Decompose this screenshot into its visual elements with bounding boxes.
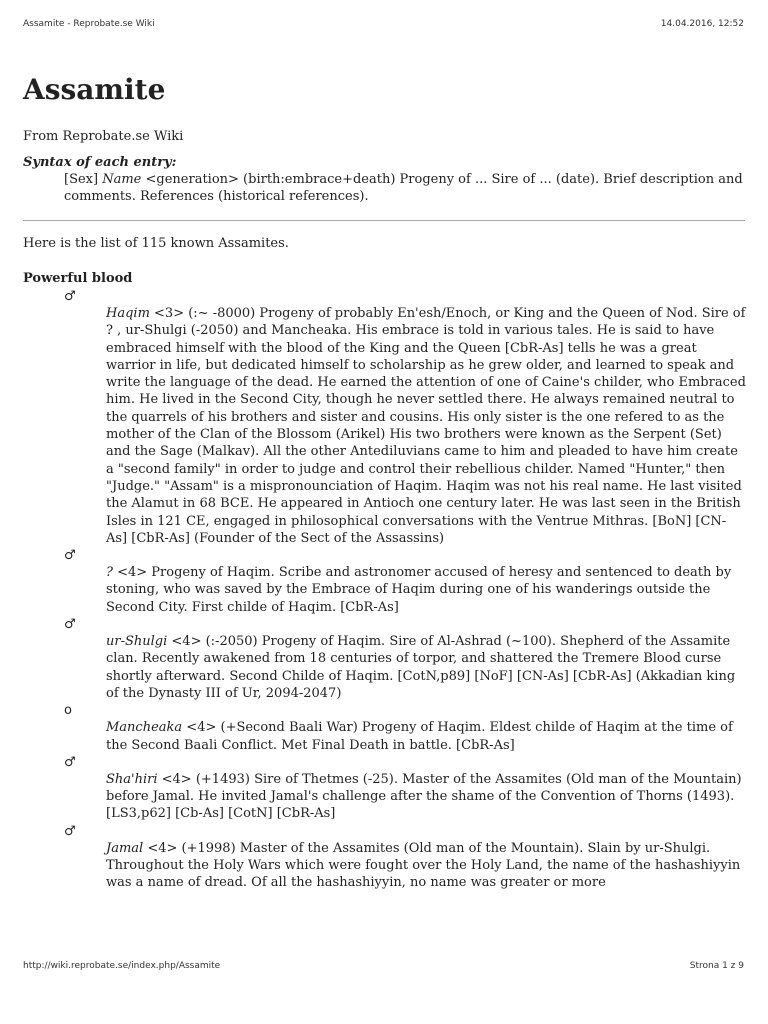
divider	[23, 220, 745, 221]
entry-description: <4> (+1998) Master of the Assamites (Old man of the Mountain). Slain by ur-Shulgi. Throughout the Holy Wars which were fought over the Holy Land, the name of the hashashiyyin was a name of dread. Of all the hashashiyyin, no name was greater or more	[106, 840, 741, 891]
male-icon: ♂	[64, 548, 76, 564]
entry-list	[23, 288, 745, 892]
entry-name-link[interactable]: Jamal	[106, 840, 144, 856]
entry-name-link[interactable]: ?	[106, 565, 113, 581]
list-item	[23, 754, 745, 823]
male-icon: ♂	[64, 289, 76, 304]
entry-text	[106, 771, 746, 823]
page-title: Assamite	[23, 73, 166, 106]
list-item	[23, 823, 745, 892]
entry-name-link[interactable]: Sha'hiri	[106, 771, 158, 787]
syntax-block	[23, 154, 745, 205]
print-page-number: Strona 1 z 9	[689, 961, 744, 971]
list-item	[23, 702, 745, 754]
male-icon: ♂	[64, 754, 76, 770]
entry-description: <3> (:~ -8000) Progeny of probably En'esh/Enoch, or King and the Queen of Nod. Sire of ? , ur-Shulgi (-2050) and Mancheaka. His embrace is told in various tales. He is said to have embraced himself with the blood of the King and the Queen [CbR-As] tells he was a great warrior in life, but dedicated himself to scholarship as he grew older, and learned to speak and write the language of the dead. He earned the attention of one of Caine's childer, who Embraced him. He lived in the Second City, though he never settled there. He always remained neutral to the quarrels of his brothers and sister and cousins. His only sister is the one refered to as the mother of the Clan of the Blossom (Arikel) His two brothers were known as the Serpent (Set) and the Sage (Malkav). All the other Antediluvians came to him and pleaded to have him create a "second family" in order to judge and control their rebellious childer. Named "Hunter," then "Judge." "Assam" is a mispronounciation of Haqim. Haqim was not his real name. He last visited the Alamut in 68 BCE. He appeared in Antioch one century later. He was last seen in the British Isles in 121 CE, engaged in philosophical conversations with the Ventrue Mithras. [BoN] [CN-As] [CbR-As] (Founder of the Sect of the Assassins)	[106, 306, 746, 546]
article-content	[23, 68, 745, 892]
syntax-description	[64, 171, 745, 205]
list-intro: Here is the list of 115 known Assamites.	[23, 236, 289, 251]
list-item	[23, 288, 745, 547]
entry-description: <4> Progeny of Haqim. Scribe and astronomer accused of heresy and sentenced to death by stoning, who was saved by the Embrace of Haqim during one of his wanderings outside the Second City. First childe of Haqim. [CbR-As]	[106, 565, 732, 615]
list-item	[23, 547, 745, 616]
entry-text	[106, 840, 746, 892]
syntax-name: Name	[102, 172, 142, 187]
entry-name-link[interactable]: ur-Shulgi	[106, 634, 168, 650]
syntax-prefix: [Sex]	[64, 172, 103, 187]
list-item	[23, 616, 745, 702]
entry-name-link[interactable]: Haqim	[106, 306, 150, 321]
syntax-rest: <generation> (birth:embrace+death) Progeny of ... Sire of ... (date). Brief description and comments. References (historical references).	[64, 172, 743, 204]
male-icon: ♂	[64, 823, 76, 839]
entry-text	[106, 564, 746, 616]
entry-text	[106, 305, 746, 547]
entry-description: <4> (:-2050) Progeny of Haqim. Sire of Al-Ashrad (~100). Shepherd of the Assamite clan. Recently awakened from 18 centuries of torpor, and shattered the Tremere Blood curse shortly afterward. Second Childe of Haqim. [CotN,p89] [NoF] [CN-As] [CbR-As] (Akkadian king of the Dynasty III of Ur, 2094-2047)	[106, 634, 736, 701]
entry-text	[106, 719, 746, 754]
section-heading: Powerful blood	[23, 271, 133, 286]
print-datetime: 14.04.2016, 12:52	[660, 19, 744, 29]
entry-description: <4> (+1493) Sire of Thetmes (-25). Master of the Assamites (Old man of the Mountain) before Jamal. He invited Jamal's challenge after the shame of the Convention of Thorns (1493). [LS3,p62] [Cb-As] [CotN] [CbR-As]	[106, 771, 742, 822]
print-url: http://wiki.reprobate.se/index.php/Assamite	[23, 961, 221, 971]
male-icon: ♂	[64, 617, 76, 633]
print-footer	[23, 961, 744, 971]
entry-text	[106, 633, 746, 702]
print-page-title: Assamite - Reprobate.se Wiki	[23, 19, 155, 29]
entry-description: <4> (+Second Baali War) Progeny of Haqim. Eldest childe of Haqim at the time of the Second Baali Conflict. Met Final Death in battle. [CbR-As]	[106, 720, 733, 753]
from-line: From Reprobate.se Wiki	[23, 129, 184, 144]
entry-name-link[interactable]: Mancheaka	[106, 720, 183, 736]
syntax-heading: Syntax of each entry:	[23, 155, 177, 170]
print-header	[23, 19, 744, 29]
unknown-sex-icon: o	[64, 703, 72, 719]
